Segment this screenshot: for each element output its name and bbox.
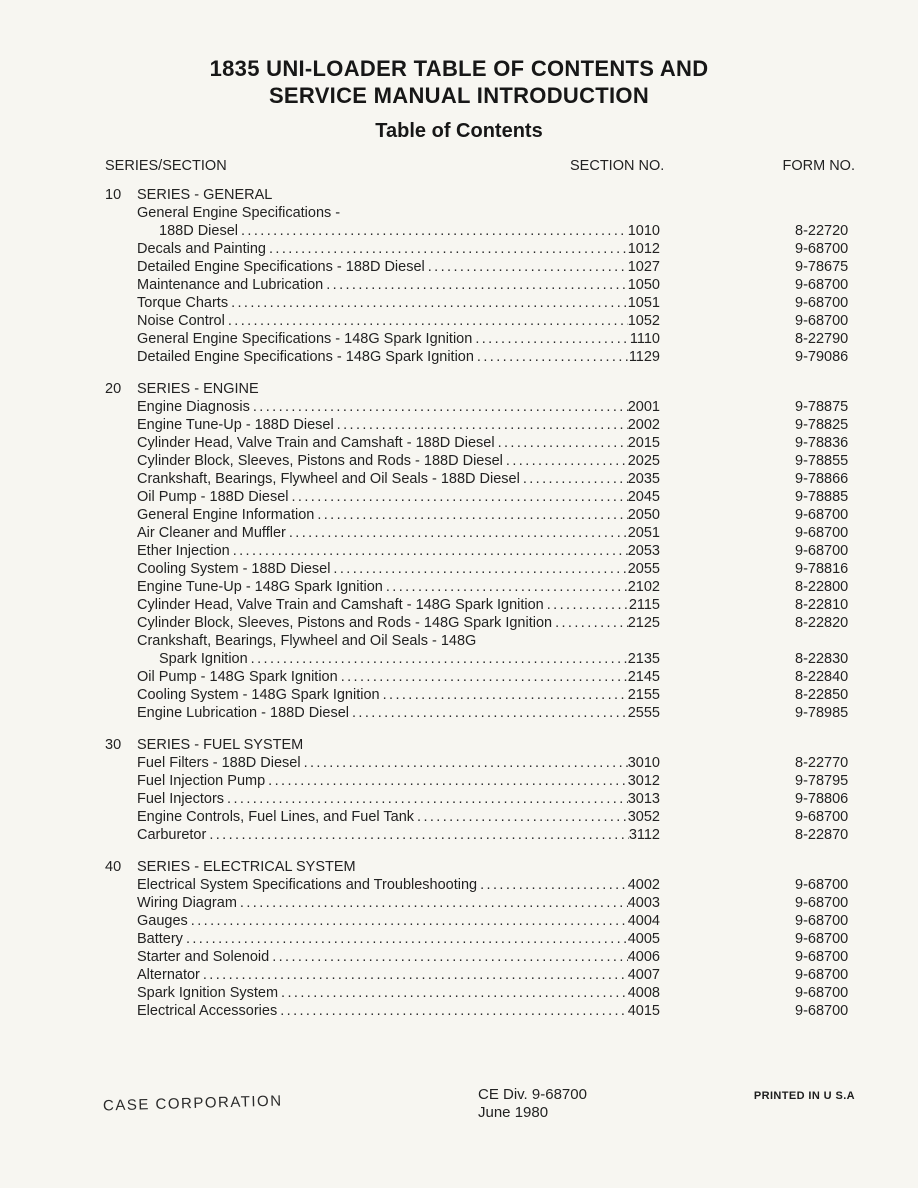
entry-section-no: 2035 <box>627 471 660 487</box>
column-header-form-no: FORM NO. <box>782 158 855 174</box>
entry-main <box>137 668 660 686</box>
section-number: 20 <box>105 381 122 397</box>
dot-leader <box>227 790 628 808</box>
entry-section-no: 2025 <box>627 453 660 469</box>
entry-section-no: 2135 <box>627 651 660 667</box>
toc-entry <box>105 772 855 790</box>
column-header-section-no: SECTION NO. <box>570 158 665 174</box>
toc-entry <box>105 596 855 614</box>
entry-form-no: 9-68700 <box>795 543 849 559</box>
dot-leader <box>241 222 628 240</box>
entry-section-no: 3012 <box>627 773 660 789</box>
entry-form-no: 9-68700 <box>795 277 849 293</box>
toc-entry <box>105 826 855 844</box>
entry-section-no: 4004 <box>627 913 660 929</box>
entry-label: Torque Charts <box>137 295 229 311</box>
entry-form-no: 9-78866 <box>795 471 849 487</box>
entry-section-no: 1012 <box>627 241 660 257</box>
entry-main <box>137 330 660 348</box>
entry-form-no: 9-78806 <box>795 791 849 807</box>
entry-main <box>137 790 660 808</box>
entry-label: Air Cleaner and Muffler <box>137 525 286 541</box>
entry-section-no: 1129 <box>628 349 660 365</box>
toc-entry <box>105 668 855 686</box>
entry-section-no: 2051 <box>627 525 660 541</box>
page-title-line2: SERVICE MANUAL INTRODUCTION <box>268 83 650 108</box>
entry-section-no: 4015 <box>627 1003 660 1019</box>
entry-form-no: 9-78816 <box>795 561 849 577</box>
entry-label: Cylinder Head, Valve Train and Camshaft - 148G Spark Ignition <box>137 597 544 613</box>
entry-section-no: 2102 <box>627 579 660 595</box>
toc-entry <box>105 258 855 276</box>
entry-main <box>137 578 660 596</box>
entry-main <box>137 204 660 222</box>
entry-label: Engine Lubrication - 188D Diesel <box>137 705 349 721</box>
entry-form-no: 9-78825 <box>795 417 849 433</box>
toc-entry <box>105 348 855 366</box>
entry-section-no: 4002 <box>627 877 660 893</box>
section-head <box>105 380 855 398</box>
entry-form-no: 8-22770 <box>795 755 849 771</box>
entry-label: General Engine Information <box>137 507 315 523</box>
toc-entry <box>105 524 855 542</box>
entry-form-no: 9-68700 <box>795 877 849 893</box>
dot-leader <box>191 912 628 930</box>
dot-leader <box>186 930 628 948</box>
dot-leader <box>253 398 628 416</box>
entry-section-no: 2115 <box>628 597 660 613</box>
dot-leader <box>547 596 629 614</box>
entry-label: Cylinder Head, Valve Train and Camshaft - 188D Diesel <box>137 435 495 451</box>
entry-main <box>137 614 660 632</box>
entry-section-no: 1051 <box>627 295 660 311</box>
column-headers <box>0 158 918 178</box>
entry-main <box>137 470 660 488</box>
toc-entry <box>105 330 855 348</box>
entry-main <box>137 348 660 366</box>
dot-leader <box>352 704 628 722</box>
entry-label: Noise Control <box>137 313 225 329</box>
toc-entry <box>105 488 855 506</box>
footer-division-line: CE Div. 9-68700 <box>478 1086 587 1103</box>
entry-form-no: 9-78836 <box>795 435 849 451</box>
entry-section-no: 1050 <box>627 277 660 293</box>
dot-leader <box>317 506 627 524</box>
entry-section-no: 1110 <box>629 331 660 347</box>
toc-entry <box>105 704 855 722</box>
entry-main <box>137 650 660 668</box>
entry-form-no: 9-78885 <box>795 489 849 505</box>
entry-form-no: 8-22720 <box>795 223 849 239</box>
entry-section-no: 2001 <box>627 399 660 415</box>
toc-section <box>105 736 855 844</box>
entry-main <box>137 222 660 240</box>
entry-label: Decals and Painting <box>137 241 266 257</box>
entry-label: Engine Diagnosis <box>137 399 250 415</box>
section-number: 40 <box>105 859 122 875</box>
entry-label: 188D Diesel <box>159 223 238 239</box>
toc-entry <box>105 294 855 312</box>
toc-entry <box>105 614 855 632</box>
page-title <box>0 0 918 109</box>
entry-label: Ether Injection <box>137 543 230 559</box>
entry-form-no: 9-68700 <box>795 809 849 825</box>
toc-entry <box>105 984 855 1002</box>
toc-subtitle: Table of Contents <box>375 120 543 142</box>
footer-printed-in: PRINTED IN U S.A <box>753 1090 855 1102</box>
entry-main <box>137 416 660 434</box>
entry-form-no: 8-22850 <box>795 687 849 703</box>
entry-section-no: 4005 <box>627 931 660 947</box>
toc-entry <box>105 790 855 808</box>
entry-main <box>137 704 660 722</box>
section-title: SERIES - ELECTRICAL SYSTEM <box>137 859 356 875</box>
entry-section-no: 3052 <box>627 809 660 825</box>
entry-label: Crankshaft, Bearings, Flywheel and Oil Seals - 148G <box>137 633 477 649</box>
entry-main <box>137 686 660 704</box>
dot-leader <box>233 542 628 560</box>
toc-entry <box>105 578 855 596</box>
dot-leader <box>386 578 628 596</box>
entry-section-no: 4008 <box>627 985 660 1001</box>
entry-main <box>137 894 660 912</box>
entry-main <box>137 434 660 452</box>
entry-form-no: 8-22810 <box>795 597 849 613</box>
dot-leader <box>480 876 628 894</box>
entry-label: Engine Tune-Up - 188D Diesel <box>137 417 334 433</box>
dot-leader <box>428 258 628 276</box>
dot-leader <box>498 434 628 452</box>
entry-form-no: 9-78795 <box>795 773 849 789</box>
entry-form-no: 9-68700 <box>795 895 849 911</box>
entry-main <box>137 560 660 578</box>
toc-entry <box>105 632 855 650</box>
dot-leader <box>523 470 628 488</box>
entry-label: Crankshaft, Bearings, Flywheel and Oil Seals - 188D Diesel <box>137 471 520 487</box>
entry-main <box>137 1002 660 1020</box>
entry-label: Carburetor <box>137 827 207 843</box>
entry-form-no: 9-79086 <box>795 349 849 365</box>
dot-leader <box>203 966 628 984</box>
entry-label: Oil Pump - 188D Diesel <box>137 489 289 505</box>
entry-main <box>137 524 660 542</box>
dot-leader <box>292 488 628 506</box>
entry-main <box>137 912 660 930</box>
entry-form-no: 8-22870 <box>795 827 849 843</box>
entry-form-no: 9-68700 <box>795 967 849 983</box>
toc-entry <box>105 894 855 912</box>
entry-label: Alternator <box>137 967 200 983</box>
entry-section-no: 2053 <box>627 543 660 559</box>
entry-main <box>137 398 660 416</box>
entry-main <box>137 542 660 560</box>
toc-entry <box>105 948 855 966</box>
entry-main <box>137 754 660 772</box>
entry-section-no: 1010 <box>627 223 660 239</box>
entry-label: Oil Pump - 148G Spark Ignition <box>137 669 338 685</box>
entry-section-no: 2002 <box>627 417 660 433</box>
toc-entry <box>105 542 855 560</box>
dot-leader <box>269 240 628 258</box>
entry-section-no: 2125 <box>627 615 660 631</box>
entry-form-no: 9-68700 <box>795 313 849 329</box>
entry-label: Fuel Filters - 188D Diesel <box>137 755 301 771</box>
entry-main <box>137 876 660 894</box>
section-head <box>105 186 855 204</box>
entry-label: Engine Controls, Fuel Lines, and Fuel Tank <box>137 809 415 825</box>
dot-leader <box>341 668 628 686</box>
toc-entry <box>105 416 855 434</box>
entry-form-no: 9-78985 <box>795 705 849 721</box>
toc-entry <box>105 1002 855 1020</box>
entry-section-no: 2050 <box>627 507 660 523</box>
entry-label: Electrical Accessories <box>137 1003 278 1019</box>
entry-label: Detailed Engine Specifications - 188D Diesel <box>137 259 425 275</box>
entry-main <box>137 276 660 294</box>
entry-section-no: 2555 <box>627 705 660 721</box>
entry-main <box>137 294 660 312</box>
dot-leader <box>240 894 628 912</box>
toc-entry <box>105 398 855 416</box>
toc-entry <box>105 966 855 984</box>
entry-section-no: 4006 <box>627 949 660 965</box>
dot-leader <box>281 984 628 1002</box>
toc-entry <box>105 312 855 330</box>
dot-leader <box>326 276 628 294</box>
entry-label: Battery <box>137 931 183 947</box>
toc-entry <box>105 808 855 826</box>
dot-leader <box>289 524 628 542</box>
dot-leader <box>333 560 627 578</box>
toc-entry <box>105 452 855 470</box>
dot-leader <box>555 614 628 632</box>
entry-main <box>137 240 660 258</box>
entry-form-no: 9-78855 <box>795 453 849 469</box>
entry-label: Cylinder Block, Sleeves, Pistons and Rods - 148G Spark Ignition <box>137 615 553 631</box>
entry-label: General Engine Specifications - 148G Spark Ignition <box>137 331 473 347</box>
entry-form-no: 9-68700 <box>795 295 849 311</box>
dot-leader <box>251 650 628 668</box>
dot-leader <box>477 348 629 366</box>
entry-main <box>137 312 660 330</box>
entry-form-no: 8-22840 <box>795 669 849 685</box>
toc-entry <box>105 276 855 294</box>
dot-leader <box>272 948 628 966</box>
entry-label: Maintenance and Lubrication <box>137 277 324 293</box>
toc-entry <box>105 470 855 488</box>
entry-label: Wiring Diagram <box>137 895 237 911</box>
entry-section-no: 3010 <box>627 755 660 771</box>
entry-label: Cooling System - 148G Spark Ignition <box>137 687 380 703</box>
entry-section-no: 2055 <box>627 561 660 577</box>
toc-section <box>105 858 855 1020</box>
column-header-series-section: SERIES/SECTION <box>105 158 227 174</box>
entry-label: Spark Ignition System <box>137 985 279 1001</box>
entry-label: Gauges <box>137 913 188 929</box>
toc-entry <box>105 754 855 772</box>
entry-form-no: 9-68700 <box>795 931 849 947</box>
entry-label: Electrical System Specifications and Troubleshooting <box>137 877 478 893</box>
toc-entry <box>105 686 855 704</box>
page-title-line1: 1835 UNI-LOADER TABLE OF CONTENTS AND <box>209 56 709 81</box>
entry-main <box>137 984 660 1002</box>
toc-entry <box>105 240 855 258</box>
entry-form-no: 9-68700 <box>795 241 849 257</box>
entry-main <box>137 488 660 506</box>
entry-main <box>137 826 660 844</box>
section-head <box>105 858 855 876</box>
section-title: SERIES - GENERAL <box>137 187 273 203</box>
entry-form-no: 8-22830 <box>795 651 849 667</box>
entry-main <box>137 808 660 826</box>
entry-section-no: 2155 <box>627 687 660 703</box>
dot-leader <box>231 294 628 312</box>
entry-label: Cooling System - 188D Diesel <box>137 561 331 577</box>
dot-leader <box>304 754 628 772</box>
entry-section-no: 2045 <box>627 489 660 505</box>
entry-label: Cylinder Block, Sleeves, Pistons and Rods - 188D Diesel <box>137 453 503 469</box>
dot-leader <box>337 416 628 434</box>
entry-main <box>137 948 660 966</box>
entry-label: Fuel Injection Pump <box>137 773 266 789</box>
dot-leader <box>228 312 628 330</box>
dot-leader <box>506 452 628 470</box>
entry-form-no: 8-22790 <box>795 331 849 347</box>
toc-entry <box>105 930 855 948</box>
section-number: 30 <box>105 737 122 753</box>
dot-leader <box>209 826 629 844</box>
entry-main <box>137 596 660 614</box>
entry-section-no: 1027 <box>627 259 660 275</box>
section-title: SERIES - ENGINE <box>137 381 259 397</box>
section-head <box>105 736 855 754</box>
section-number: 10 <box>105 187 122 203</box>
footer-division <box>478 1086 587 1122</box>
section-title: SERIES - FUEL SYSTEM <box>137 737 304 753</box>
entry-label: General Engine Specifications - <box>137 205 341 221</box>
entry-form-no: 9-68700 <box>795 525 849 541</box>
entry-main <box>137 506 660 524</box>
entry-form-no: 9-68700 <box>795 1003 849 1019</box>
entry-form-no: 9-68700 <box>795 913 849 929</box>
dot-leader <box>383 686 628 704</box>
footer-company: CASE CORPORATION <box>102 1092 283 1115</box>
dot-leader <box>475 330 630 348</box>
entry-label: Detailed Engine Specifications - 148G Spark Ignition <box>137 349 474 365</box>
entry-section-no: 3112 <box>628 827 660 843</box>
entry-form-no: 9-78675 <box>795 259 849 275</box>
dot-leader <box>268 772 628 790</box>
dot-leader <box>417 808 628 826</box>
toc-entry <box>105 650 855 668</box>
entry-section-no: 4003 <box>627 895 660 911</box>
entry-main <box>137 258 660 276</box>
toc-sections <box>105 186 855 1034</box>
entry-form-no: 9-68700 <box>795 949 849 965</box>
toc-entry <box>105 204 855 222</box>
entry-label: Engine Tune-Up - 148G Spark Ignition <box>137 579 383 595</box>
entry-form-no: 9-78875 <box>795 399 849 415</box>
toc-entry <box>105 876 855 894</box>
toc-section <box>105 380 855 722</box>
entry-main <box>137 966 660 984</box>
toc-entry <box>105 434 855 452</box>
entry-section-no: 2015 <box>627 435 660 451</box>
entry-section-no: 4007 <box>627 967 660 983</box>
entry-main <box>137 930 660 948</box>
toc-section <box>105 186 855 366</box>
toc-entry <box>105 560 855 578</box>
entry-section-no: 2145 <box>627 669 660 685</box>
entry-label: Starter and Solenoid <box>137 949 270 965</box>
entry-label: Spark Ignition <box>159 651 248 667</box>
entry-form-no: 9-68700 <box>795 507 849 523</box>
entry-form-no: 9-68700 <box>795 985 849 1001</box>
toc-entry <box>105 912 855 930</box>
entry-main <box>137 452 660 470</box>
entry-section-no: 3013 <box>627 791 660 807</box>
entry-form-no: 8-22820 <box>795 615 849 631</box>
footer-date-line: June 1980 <box>478 1104 549 1121</box>
entry-section-no: 1052 <box>627 313 660 329</box>
toc-entry <box>105 222 855 240</box>
toc-entry <box>105 506 855 524</box>
entry-form-no: 8-22800 <box>795 579 849 595</box>
entry-label: Fuel Injectors <box>137 791 225 807</box>
entry-main <box>137 632 660 650</box>
dot-leader <box>280 1002 628 1020</box>
entry-main <box>137 772 660 790</box>
